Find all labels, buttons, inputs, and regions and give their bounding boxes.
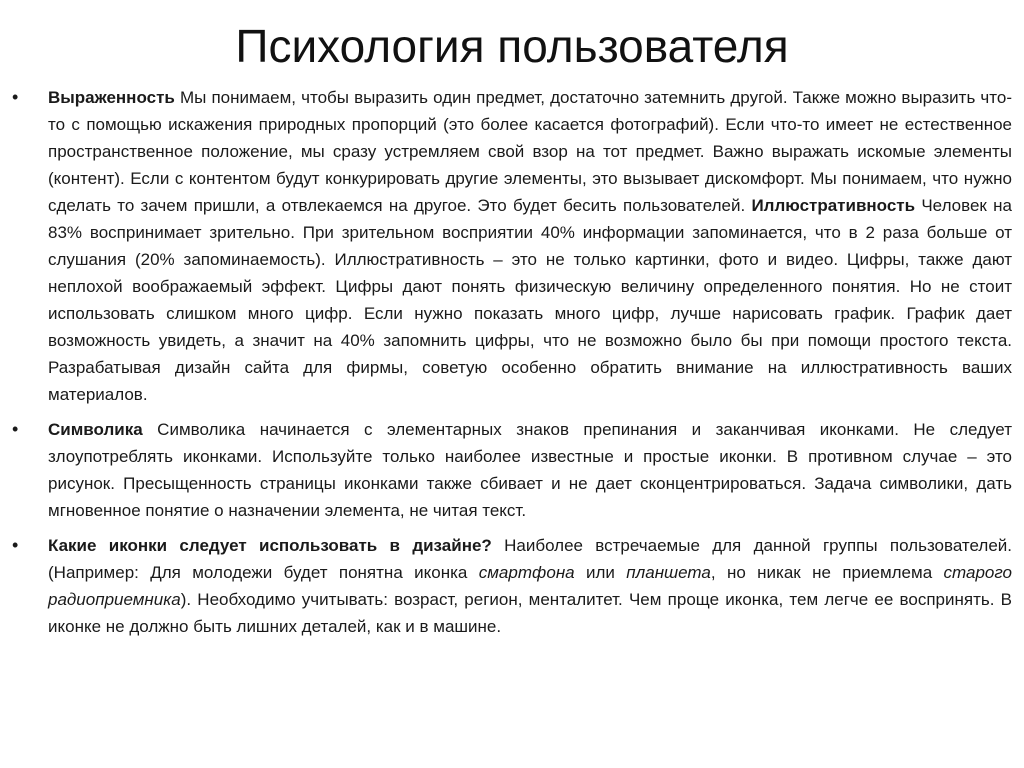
- emphasis-old-radio: старого радиоприемника: [48, 563, 1012, 609]
- bullet-marker: •: [12, 535, 19, 555]
- bullet-item-expressiveness: [0, 84, 1024, 408]
- text-illustrativeness: Человек на 83% воспринимает зрительно. При зрительном восприятии 40% информации запоминается, что в 2 раза больше от слушания (20% запоминаемость). Иллюстративность – это не только картинки, фото и видео. Цифры, также дают неплохой воображаемый эффект. Цифры дают понять физическую величину определенного понятия. Но не стоит использовать слишком много цифр. Если нужно показать много цифр, лучше нарисовать график. График дает возможность увидеть, а значит на 40% запомнить цифры, что не возможно было бы при помощи простого текста. Разрабатывая дизайн сайта для фирмы, советую особенно обратить внимание на иллюстративность ваших материалов.: [48, 196, 1012, 404]
- bullet-list: [0, 84, 1024, 648]
- term-expressiveness: Выраженность: [48, 88, 175, 107]
- page-title: Психология пользователя: [235, 20, 789, 72]
- bullet-paragraph: [48, 84, 1012, 408]
- term-symbolism: Символика: [48, 420, 143, 439]
- text-expressiveness: Мы понимаем, чтобы выразить один предмет, достаточно затемнить другой. Также можно выразить что-то с помощью искажения природных пропорций (это более касается фотографий). Если что-то имеет не естественное пространственное положение, мы сразу устремляем свой взор на тот предмет. Важно выражать искомые элементы (контент). Если с контентом будут конкурировать другие элементы, это вызывает дискомфорт. Мы понимаем, что нужно сделать то зачем пришли, а отвлекаемся на другое. Это будет бесить пользователей.: [48, 88, 1012, 215]
- bullet-paragraph: [48, 416, 1012, 524]
- bullet-item-icons-question: [0, 532, 1024, 640]
- bullet-paragraph: [48, 532, 1012, 640]
- bullet-marker: •: [12, 419, 19, 439]
- emphasis-tablet: планшета: [626, 563, 711, 582]
- text-icons-1: Наиболее встречаемые для данной группы пользователей. (Например: Для молодежи будет понятна иконка: [48, 536, 1013, 582]
- term-icons-question: Какие иконки следует использовать в дизайне?: [48, 536, 492, 555]
- bullet-marker: •: [12, 87, 19, 107]
- text-icons-2: или: [574, 563, 627, 582]
- text-icons-3: , но никак не приемлема: [710, 563, 944, 582]
- text-icons-4: ). Необходимо учитывать: возраст, регион, менталитет. Чем проще иконка, тем легче ее воспринять. В иконке не должно быть лишних деталей, как и в машине.: [48, 590, 1012, 636]
- text-symbolism: Символика начинается с элементарных знаков препинания и заканчивая иконками. Не следует злоупотреблять иконками. Используйте только наиболее известные и простые иконки. В противном случае – это рисунок. Пресыщенность страницы иконками также сбивает и не дает сконцентрироваться. Задача символики, дать мгновенное понятие о назначении элемента, не читая текст.: [48, 420, 1012, 520]
- emphasis-smartphone: смартфона: [478, 563, 575, 582]
- term-illustrativeness: Иллюстративность: [751, 196, 916, 215]
- bullet-item-symbolism: [0, 416, 1024, 524]
